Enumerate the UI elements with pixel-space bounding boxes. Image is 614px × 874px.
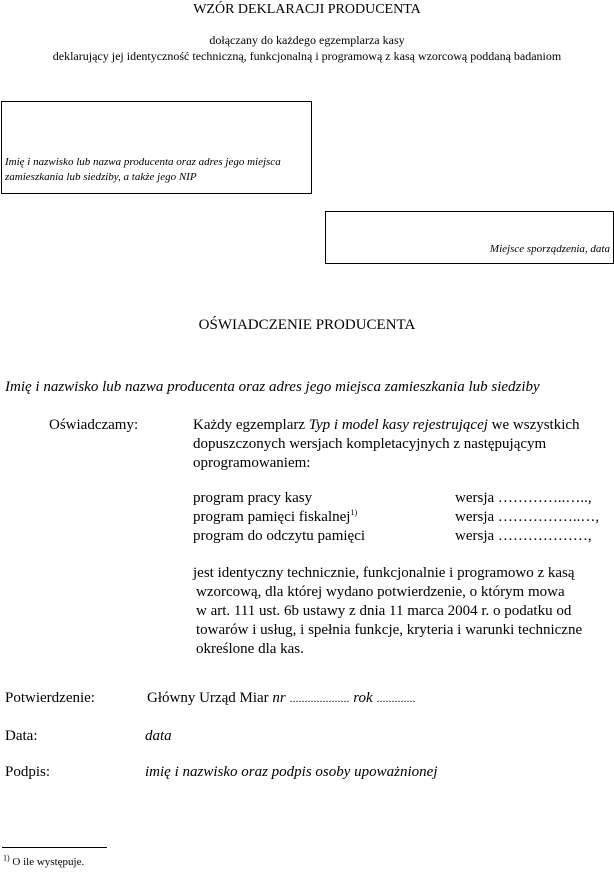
signature-value: imię i nazwisko oraz podpis osoby upoważnionej [145,764,438,780]
producer-box-label-1: Imię i nazwisko lub nazwa producenta oraz adres jego miejsca [5,156,281,168]
body-line-2: wzorcową, dla której wydano potwierdzenie, o którym mowa [196,584,565,600]
footnote-mark: 1) [3,853,10,863]
place-date-box [325,211,614,264]
subtitle-line-1: dołączany do każdego egzemplarza kasy [209,33,405,47]
place-date-label: Miejsce sporządzenia, data [489,243,610,255]
body-line-4: towarów i usług, i spełnia funkcje, kryteria i warunki techniczne [196,622,583,638]
software-name-1: program pracy kasy [193,490,313,506]
footnote-reference: 1) [350,508,358,517]
intro-line-3: oprogramowaniem: [193,455,311,471]
software-version-2: wersja ……………..…, [455,509,600,525]
software-name-2 [193,509,357,526]
statement-title: OŚWIADCZENIE PRODUCENTA [198,317,416,333]
software-name-3: program do odczytu pamięci [193,528,366,544]
intro-line-1 [193,417,580,434]
footnote-separator [2,847,107,848]
document-title: WZÓR DEKLARACJI PRODUCENTA [193,2,421,17]
date-value: data [145,728,172,744]
declare-label: Oświadczamy: [49,417,139,433]
intro-text-b: we wszystkich [491,417,580,433]
producer-box-label-2: zamieszkania lub siedziby, a także jego NIP [5,171,197,183]
body-line-5: określone dla kas. [196,641,304,657]
producer-name-line: Imię i nazwisko lub nazwa producenta oraz adres jego miejsca zamieszkania lub siedziby [5,379,540,395]
footnote [3,853,85,868]
software-version-1: wersja …………..….., [455,490,592,506]
cash-register-model: Typ i model kasy rejestrującej [308,417,488,433]
intro-line-2: dopuszczonych wersjach kompletacyjnych z następującym [193,436,547,452]
producer-box [1,101,312,194]
nr-field: .................... [289,691,350,705]
rok-field: ............. [376,691,416,705]
intro-text-a: Każdy egzemplarz [193,417,306,433]
nr-label: nr [272,690,286,706]
subtitle-line-2: deklarujący jej identyczność techniczną, funkcjonalną i programową z kasą wzorcową poddaną badaniom [52,49,562,63]
software-name-2-text: program pamięci fiskalnej [193,509,351,525]
confirmation-value [147,690,415,707]
date-label: Data: [5,728,38,744]
software-version-3: wersja ………………, [455,528,592,544]
signature-label: Podpis: [5,764,51,780]
body-line-1: jest identyczny technicznie, funkcjonalnie i programowo z kasą [193,565,575,581]
body-line-3: w art. 111 ust. 6b ustawy z dnia 11 marca 2004 r. o podatku od [196,603,572,619]
rok-label: rok [353,690,373,706]
footnote-text: O ile występuje. [9,856,85,868]
confirmation-label: Potwierdzenie: [5,690,95,706]
office-name: Główny Urząd Miar [147,690,269,706]
